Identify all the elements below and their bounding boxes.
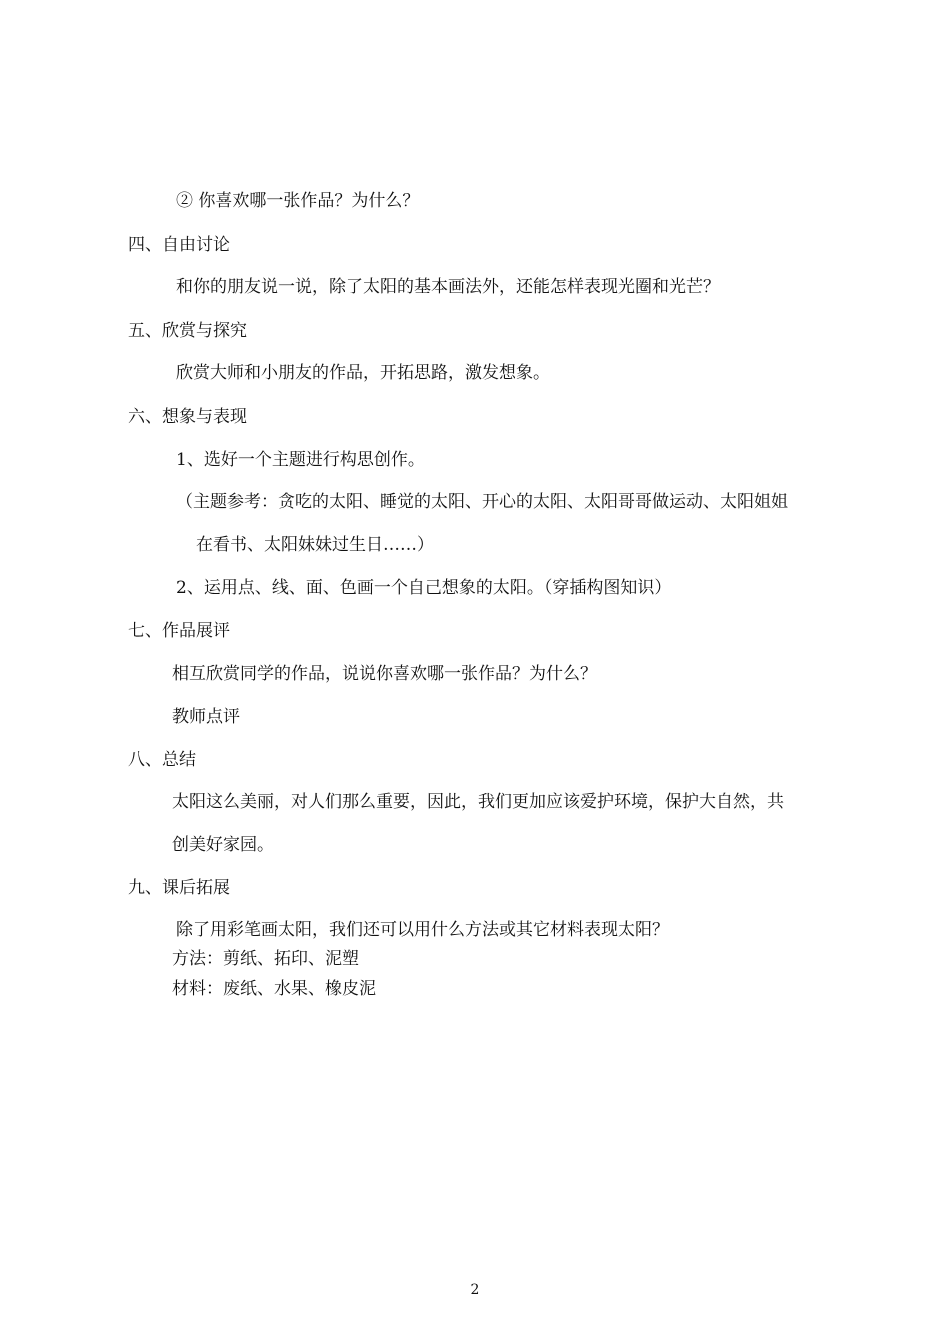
- paragraph: （主题参考：贪吃的太阳、睡觉的太阳、开心的太阳、太阳哥哥做运动、太阳姐姐: [176, 492, 788, 512]
- section-heading-exhibition: 七、作品展评: [128, 621, 230, 641]
- paragraph: 欣赏大师和小朋友的作品，开拓思路，激发想象。: [176, 363, 550, 383]
- paragraph: 教师点评: [172, 707, 240, 727]
- section-heading-imagination: 六、想象与表现: [128, 407, 247, 427]
- paragraph: 相互欣赏同学的作品，说说你喜欢哪一张作品？为什么？: [172, 664, 597, 684]
- list-item: 1、选好一个主题进行构思创作。: [176, 450, 425, 470]
- paragraph: 和你的朋友说一说，除了太阳的基本画法外，还能怎样表现光圈和光芒？: [176, 277, 720, 297]
- section-heading-free-discussion: 四、自由讨论: [128, 235, 230, 255]
- question-line: ② 你喜欢哪一张作品？为什么？: [176, 191, 420, 211]
- paragraph: 除了用彩笔画太阳，我们还可以用什么方法或其它材料表现太阳？: [176, 920, 669, 940]
- paragraph-continuation: 创美好家园。: [172, 835, 274, 855]
- paragraph: 太阳这么美丽，对人们那么重要，因此，我们更加应该爱护环境，保护大自然，共: [172, 792, 784, 812]
- paragraph: 材料：废纸、水果、橡皮泥: [172, 979, 376, 999]
- paragraph-continuation: 在看书、太阳妹妹过生日……）: [196, 535, 434, 555]
- section-heading-appreciation: 五、欣赏与探究: [128, 321, 247, 341]
- list-item: 2、运用点、线、面、色画一个自己想象的太阳。（穿插构图知识）: [176, 578, 672, 598]
- page-number: 2: [470, 1282, 480, 1298]
- section-heading-extension: 九、课后拓展: [128, 878, 230, 898]
- section-heading-summary: 八、总结: [128, 750, 196, 770]
- paragraph: 方法：剪纸、拓印、泥塑: [172, 949, 359, 969]
